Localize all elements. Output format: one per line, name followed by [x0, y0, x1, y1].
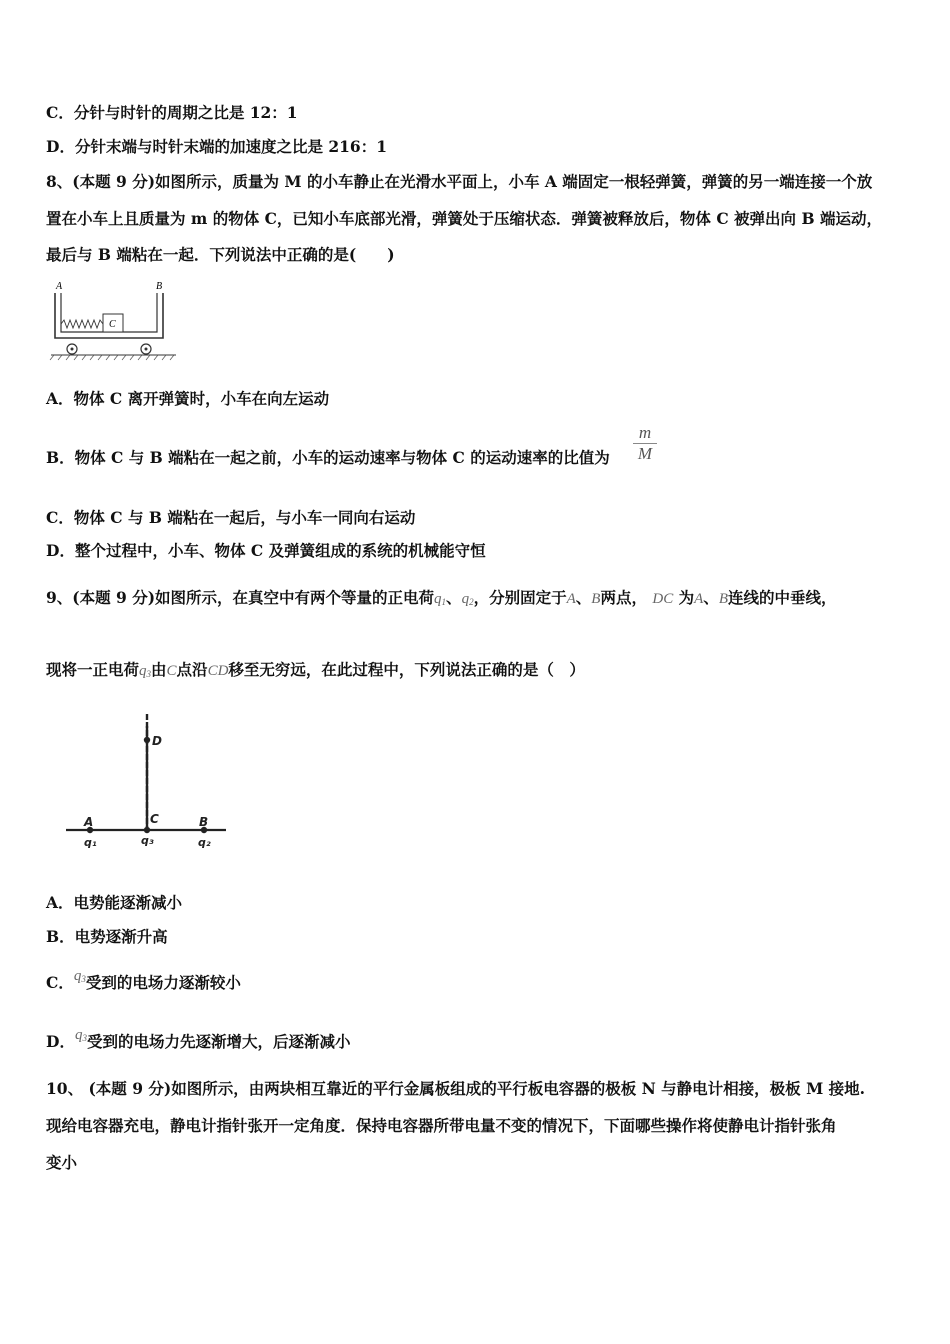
q7-option-c: C．分针与时针的周期之比是 12：1 — [46, 103, 298, 122]
point-b-symbol: B — [591, 591, 601, 607]
q9-text-f: 现将一正电荷 — [46, 660, 140, 679]
q10-stem-line3: 变小 — [46, 1153, 78, 1172]
option-text: 受到的电场力先逐渐增大，后逐渐减小 — [86, 1032, 351, 1051]
label-q3: q₃ — [141, 834, 154, 847]
option-text: 受到的电场力逐渐较小 — [85, 973, 241, 992]
q9-stem-line2 — [46, 660, 585, 684]
ground-hatch — [50, 355, 174, 360]
axle-left — [71, 348, 74, 351]
label-b: B — [156, 281, 163, 292]
q3-symbol: $q_3$ — [73, 968, 86, 984]
cart-spring-figure — [46, 278, 181, 363]
q3-symbol: $q_3$ — [139, 663, 152, 679]
q9-text-d: 为 — [678, 588, 695, 607]
q8-stem-line3: 最后与 B 端粘在一起．下列说法中正确的是( ) — [46, 245, 395, 264]
ratio-fraction — [633, 424, 657, 463]
point-c — [144, 827, 150, 833]
label-a: A — [56, 281, 63, 292]
label-c: C — [150, 812, 159, 826]
dc-symbol: DC — [652, 591, 674, 607]
q9-option-d — [46, 1027, 351, 1056]
label-b: B — [199, 815, 209, 829]
q2-symbol: $q_2$ — [461, 591, 474, 607]
q9-text-g: 由 — [151, 660, 167, 679]
q8-option-a: A．物体 C 离开弹簧时，小车在向左运动 — [46, 389, 330, 408]
separator: 、 — [446, 588, 462, 607]
axle-right — [145, 348, 148, 351]
q9-option-c — [46, 968, 241, 997]
fraction-numerator: m — [638, 423, 652, 442]
fraction-denominator: M — [637, 444, 653, 463]
q8-option-b: B．物体 C 与 B 端粘在一起之前，小车的运动速率与物体 C 的运动速率的比值为 — [46, 448, 610, 467]
q10-stem-line1: 10、 (本题 9 分)如图所示，由两块相互靠近的平行金属板组成的平行板电容器的极板 N 与静电计相接，极板 M 接地. — [46, 1079, 866, 1098]
option-label: D． — [46, 1032, 75, 1051]
label-q1: q₁ — [84, 836, 97, 849]
q1-symbol: $q_1$ — [434, 591, 447, 607]
label-a: A — [84, 815, 94, 829]
q8-option-d: D．整个过程中，小车、物体 C 及弹簧组成的系统的机械能守恒 — [46, 541, 486, 560]
q7-option-d: D．分针末端与时针末端的加速度之比是 216：1 — [46, 137, 387, 156]
q3-symbol: $q_3$ — [74, 1027, 87, 1043]
q9-text-i: 移至无穷远，在此过程中，下列说法正确的是（ ） — [228, 660, 585, 679]
point-d — [144, 737, 150, 743]
cd-symbol: CD — [207, 663, 229, 679]
q9-text-b: ，分别固定于 — [473, 588, 567, 607]
separator: 、 — [575, 588, 592, 607]
label-c: C — [109, 319, 116, 330]
q10-stem-line2: 现给电容器充电，静电计指针张开一定角度．保持电容器所带电量不变的情况下，下面哪些操作将使静电计指针张角 — [46, 1116, 837, 1135]
point-a-symbol: A — [694, 591, 704, 607]
spring — [61, 320, 103, 328]
charges-figure — [60, 710, 235, 855]
q9-stem-line1 — [46, 588, 837, 612]
q8-stem-line2: 置在小车上且质量为 m 的物体 C，已知小车底部光滑，弹簧处于压缩状态．弹簧被释放后，物体 C 被弹出向 B 端运动， — [46, 209, 882, 228]
q8-option-c: C．物体 C 与 B 端粘在一起后，与小车一同向右运动 — [46, 508, 416, 527]
q9-text-a: 9、(本题 9 分)如图所示，在真空中有两个等量的正电荷 — [46, 588, 435, 607]
option-label: C． — [46, 973, 74, 992]
q9-text-c: 两点， — [600, 588, 647, 607]
q9-option-a: A．电势能逐渐减小 — [46, 893, 183, 912]
point-a-symbol: A — [566, 591, 576, 607]
q9-text-e: 连线的中垂线， — [727, 588, 837, 607]
point-b-symbol: B — [718, 591, 728, 607]
q8-stem-line1: 8、(本题 9 分)如图所示，质量为 M 的小车静止在光滑水平面上，小车 A 端固定一根轻弹簧，弹簧的另一端连接一个放 — [46, 172, 873, 191]
label-d: D — [152, 734, 162, 748]
q9-text-h: 点沿 — [176, 660, 208, 679]
separator: 、 — [703, 588, 719, 607]
point-c-symbol: C — [166, 663, 177, 679]
label-q2: q₂ — [198, 836, 211, 849]
q9-option-b: B．电势逐渐升高 — [46, 927, 168, 946]
